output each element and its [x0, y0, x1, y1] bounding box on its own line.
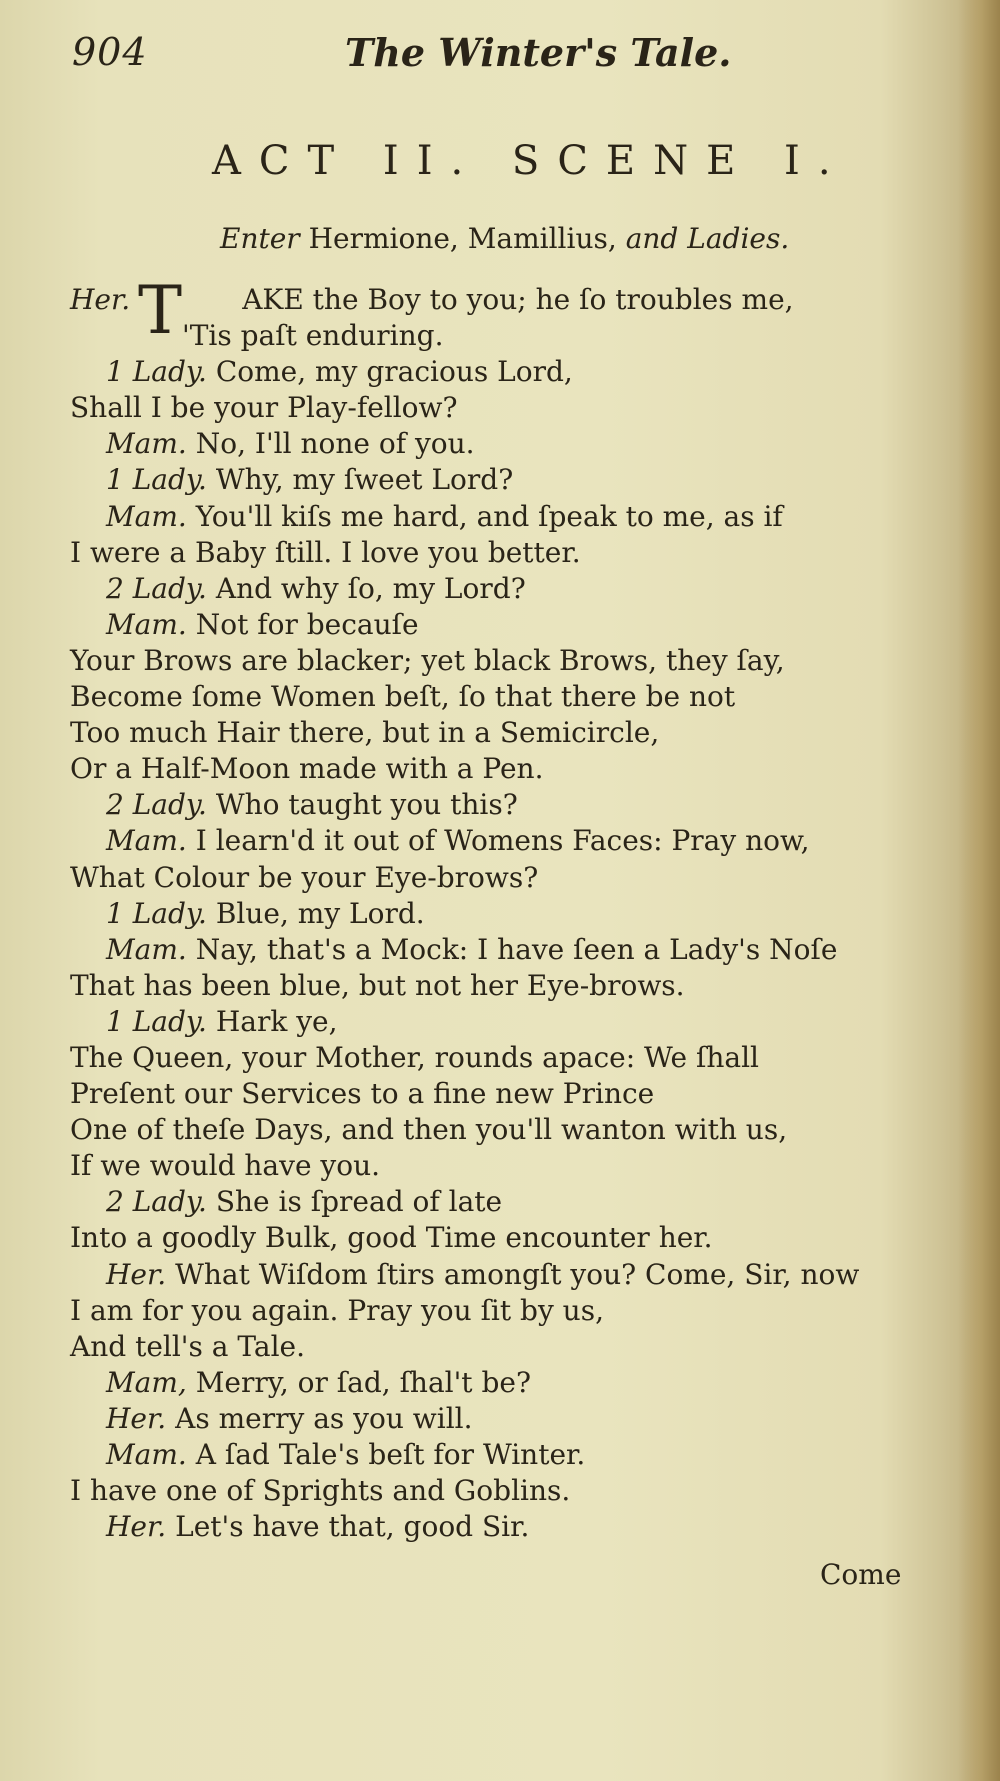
line-text: As merry as you will.	[175, 1401, 473, 1435]
speaker-name: Mam,	[106, 1365, 187, 1399]
running-title: The Winter's Tale.	[345, 30, 732, 75]
line-text: Why, my ſweet Lord?	[215, 463, 514, 497]
verse-line	[70, 535, 970, 571]
line-text: You'll kiſs me hard, and ſpeak to me, as if	[195, 499, 783, 533]
line-text: Too much Hair there, but in a Semicircle,	[70, 716, 660, 750]
line-text: Not for becauſe	[195, 607, 419, 641]
verse-line	[70, 715, 970, 751]
line-text: Merry, or ſad, ſhal't be?	[195, 1365, 531, 1399]
speaker-name: Mam.	[106, 1438, 187, 1471]
speaker-name: Her.	[106, 1257, 167, 1291]
verse-line	[70, 896, 970, 932]
speaker-name: Mam.	[106, 932, 187, 966]
line-text: One of theſe Days, and then you'll wanton with us,	[70, 1113, 788, 1147]
verse-line	[70, 1257, 970, 1293]
speaker-name: Mam.	[106, 607, 187, 641]
stage-direction-names: Hermione, Mamillius,	[308, 222, 617, 255]
line-text: Shall I be your Play-fellow?	[70, 391, 458, 425]
verse-line	[70, 499, 970, 535]
line-text: That has been blue, but not her Eye-brows.	[70, 968, 685, 1002]
line-text: Who taught you this?	[215, 788, 518, 822]
verse-line	[70, 751, 970, 787]
verse-line	[70, 1184, 970, 1220]
verse-line	[70, 1112, 970, 1148]
stage-direction-ladies: and Ladies.	[625, 222, 790, 255]
line-text: What Wiſdom ſtirs amongſt you? Come, Sir, now	[175, 1257, 860, 1291]
verse-line	[70, 1220, 970, 1256]
verse-line	[70, 354, 970, 390]
verse-line	[70, 1401, 970, 1437]
verse-line	[70, 1293, 970, 1329]
line-text: AKE the Boy to you; he ſo troubles me,	[242, 283, 794, 316]
verse-line	[70, 932, 970, 968]
act-scene-heading: ACT II. SCENE I.	[212, 138, 849, 184]
play-text	[70, 272, 970, 1545]
speaker-name: Mam.	[106, 824, 187, 858]
verse-line	[70, 1437, 970, 1473]
line-text: Let's have that, good Sir.	[175, 1510, 530, 1544]
line-text: A ſad Tale's beſt for Winter.	[195, 1438, 586, 1471]
speaker-name: 1 Lady.	[106, 355, 207, 389]
line-text: Into a goodly Bulk, good Time encounter her.	[70, 1221, 713, 1255]
line-text: I learn'd it out of Womens Faces: Pray now,	[195, 824, 810, 858]
verse-line	[70, 1076, 970, 1112]
line-text: Your Brows are blacker; yet black Brows, they ſay,	[70, 643, 785, 677]
speaker-name: 1 Lady.	[106, 463, 207, 497]
verse-line	[70, 1473, 970, 1509]
stage-direction	[220, 222, 789, 255]
line-text: I am for you again. Pray you ſit by us,	[70, 1293, 604, 1327]
line-text: Hark ye,	[215, 1004, 338, 1038]
line-text: She is ſpread of late	[215, 1185, 503, 1219]
verse-line	[70, 643, 970, 679]
line-text: And tell's a Tale.	[70, 1329, 305, 1363]
speaker-name: Her.	[106, 1510, 167, 1544]
line-text: Preſent our Services to a fine new Prince	[70, 1077, 655, 1111]
page-number: 904	[72, 30, 148, 74]
verse-line	[70, 1040, 970, 1076]
line-text: If we would have you.	[70, 1149, 381, 1183]
verse-line	[70, 787, 970, 823]
verse-line	[70, 1148, 970, 1184]
verse-line	[70, 318, 970, 354]
speaker-name: 1 Lady.	[106, 896, 207, 930]
speaker-name: Her.	[70, 283, 131, 316]
line-text: No, I'll none of you.	[195, 427, 475, 461]
line-text: I were a Baby ſtill. I love you better.	[70, 535, 581, 569]
line-text: And why ſo, my Lord?	[215, 571, 526, 605]
speaker-name: 2 Lady.	[106, 571, 207, 605]
verse-line	[70, 1004, 970, 1040]
line-text: Or a Half-Moon made with a Pen.	[70, 752, 544, 786]
line-text: 'Tis paſt enduring.	[182, 319, 444, 353]
verse-line	[70, 860, 970, 896]
line-text: The Queen, your Mother, rounds apace: We ſhall	[70, 1040, 759, 1074]
stage-direction-enter: Enter	[220, 222, 300, 255]
verse-line	[70, 607, 970, 643]
speaker-name: 2 Lady.	[106, 1185, 207, 1219]
verse-line	[70, 390, 970, 426]
speaker-name: Mam.	[106, 499, 187, 533]
line-text: What Colour be your Eye-brows?	[70, 860, 539, 894]
verse-line	[70, 679, 970, 715]
speaker-name: 1 Lady.	[106, 1004, 207, 1038]
verse-line	[70, 823, 970, 859]
speaker-name: Her.	[106, 1401, 167, 1435]
line-text: Come, my gracious Lord,	[215, 355, 573, 389]
verse-line	[70, 1329, 970, 1365]
verse-line	[70, 1365, 970, 1401]
line-text: Become ſome Women beſt, ſo that there be not	[70, 680, 736, 714]
drop-cap: T	[138, 272, 183, 349]
catchword: Come	[820, 1558, 902, 1591]
verse-line	[70, 426, 970, 462]
verse-line	[70, 968, 970, 1004]
verse-line	[70, 1509, 970, 1545]
verse-line	[70, 462, 970, 498]
speaker-name: Mam.	[106, 427, 187, 461]
verse-line	[70, 571, 970, 607]
line-text: I have one of Sprights and Goblins.	[70, 1474, 571, 1508]
line-text: Nay, that's a Mock: I have ſeen a Lady's Noſe	[195, 932, 838, 966]
line-text: Blue, my Lord.	[215, 896, 425, 930]
speaker-name: 2 Lady.	[106, 788, 207, 822]
